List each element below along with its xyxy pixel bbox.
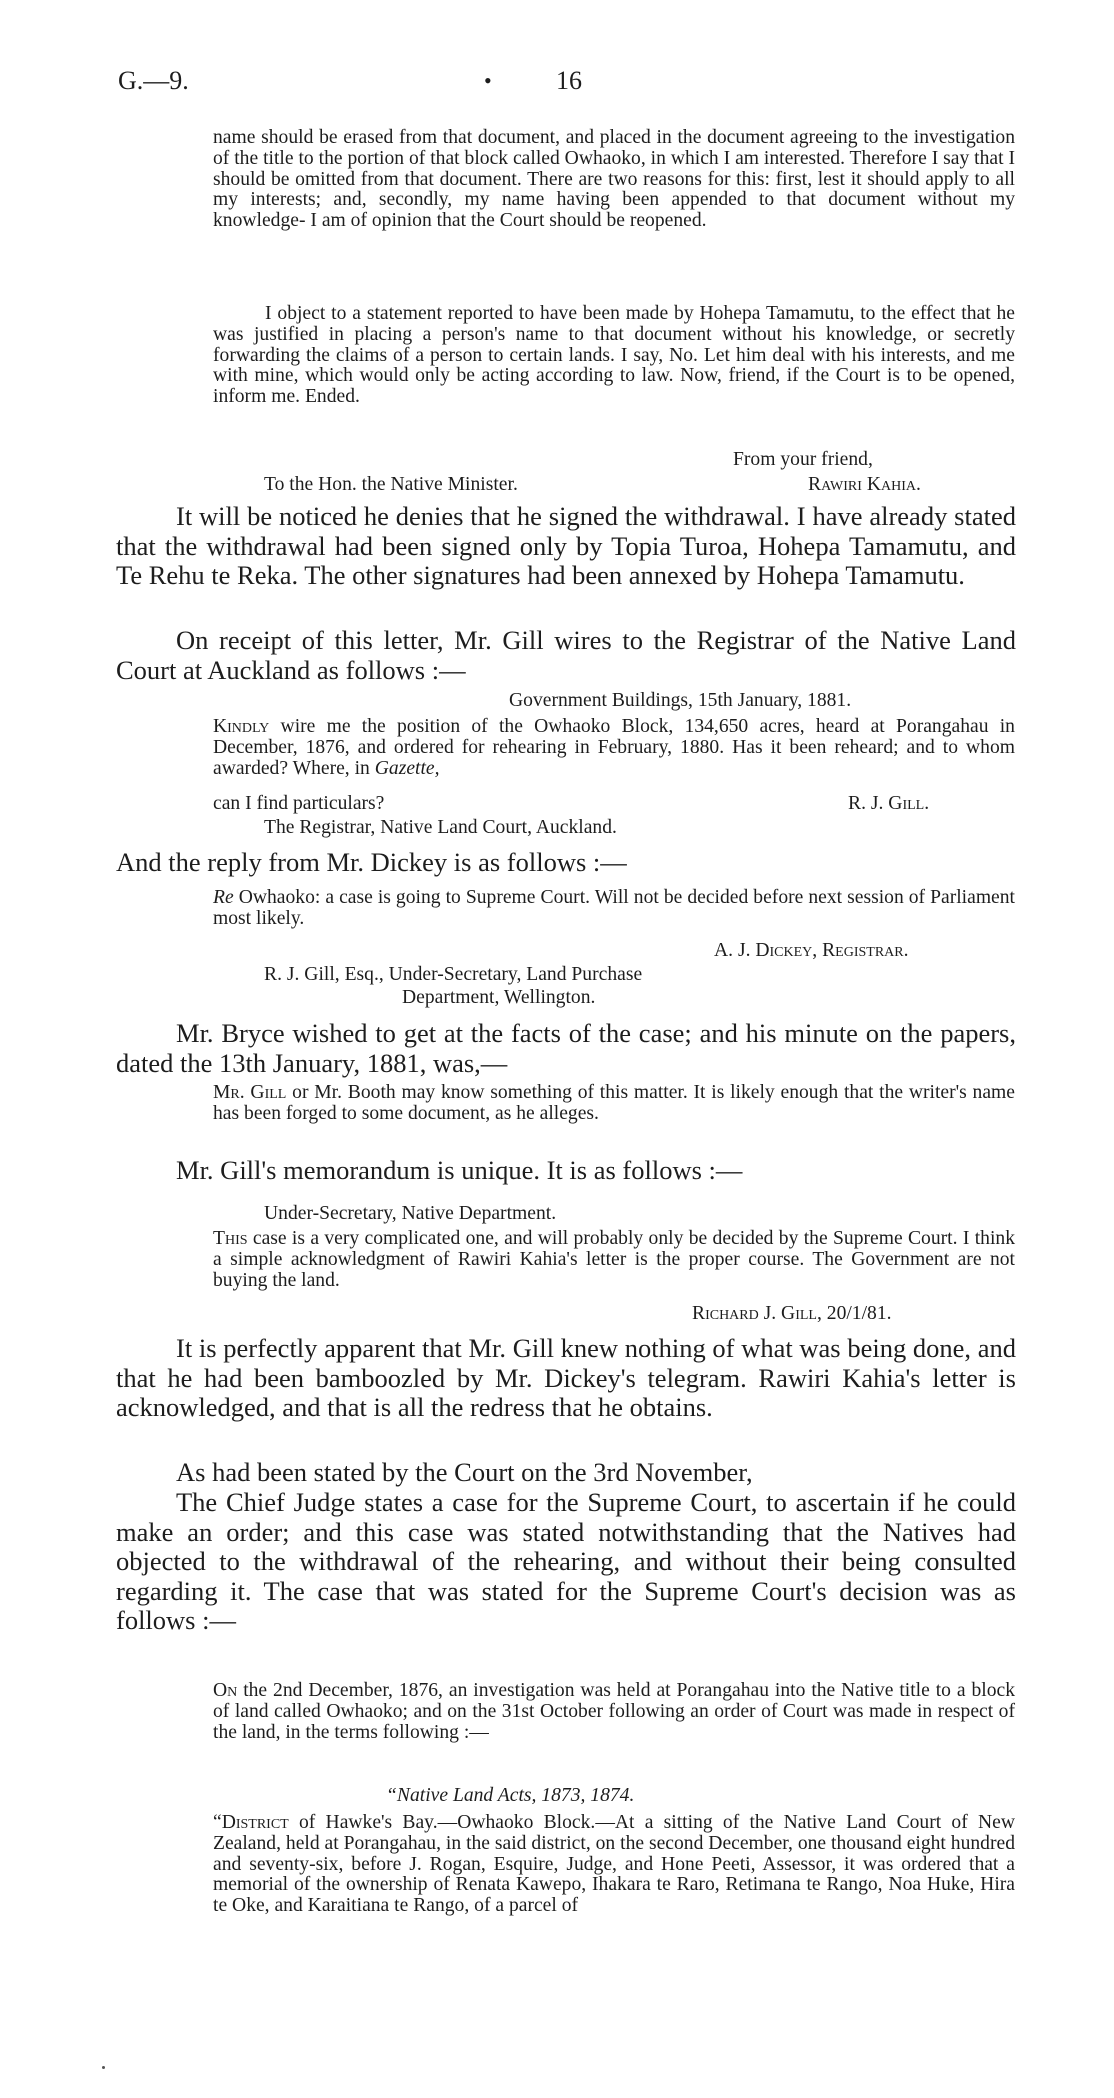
minute-lead: Mr. Gill (213, 1082, 287, 1103)
letter-paragraph-2: I object to a statement reported to have been made by Hohepa Tamamutu, to the effect that he was justified in placing a person's name to that document without his knowledge, or secretly forwarding the claims of a person to certain lands. I say, No. Let him deal with his interests, and me with mine, which would only be acting according to law. Now, friend, if the Court is to be opened, inform me. Ended. (213, 303, 1015, 408)
memorandum-text (213, 1229, 1015, 1291)
telegram-addressee: The Registrar, Native Land Court, Auckland. (264, 817, 617, 838)
body-paragraph-memorandum-intro: Mr. Gill's memorandum is unique. It is as follows :— (176, 1155, 743, 1185)
acts-heading: “Native Land Acts, 1873, 1874. (386, 1785, 635, 1806)
document-reference: G.—9. (118, 66, 189, 95)
letter-paragraph-1: name should be erased from that document, and placed in the document agreeing to the investigation of the title to the portion of that block called Owhaoko, in which I am interested. Therefore I say that I should be omitted from that document. There are two reasons for this: first, lest it should apply to all my interests; and, secondly, my name having been appended to that document without my knowledge- I am of opinion that the Court should be reopened. (213, 127, 1015, 232)
telegram-gazette: Gazette, (374, 757, 440, 779)
header-mark: • (484, 68, 492, 93)
telegram-body: wire me the position of the Owhaoko Block, 134,650 acres, heard at Porangahau in December, 1876, and ordered for rehearing in February, 1880. Has it been reheard; and to whom awarded? Where, in (213, 716, 1015, 779)
reply-signature: A. J. Dickey, Registrar. (714, 940, 909, 961)
body-paragraph-bryce: Mr. Bryce wished to get at the facts of the case; and his minute on the papers, dated the 13th January, 1881, was,— (116, 1018, 1016, 1078)
case-body: the 2nd December, 1876, an investigation was held at Porangahau into the Native title to a block of land called Owhaoko; and on the 31st October following an order of Court was made in respect of the land, in the terms following :— (213, 1680, 1015, 1743)
reply-text (213, 888, 1015, 930)
body-paragraph-withdrawal: It will be noticed he denies that he signed the withdrawal. I have already stated that the withdrawal had been signed only by Topia Turoa, Hohepa Tamamutu, and Te Rehu te Reka. The other signatures had been annexed by Hohepa Tamamutu. (116, 501, 1016, 590)
memorandum-signature: Richard J. Gill, 20/1/81. (692, 1303, 892, 1324)
minute-body: or Mr. Booth may know something of this matter. It is likely enough that the writer's name has been forged to some document, as he alleges. (213, 1082, 1015, 1124)
order-text (213, 1813, 1015, 1917)
reply-body: Owhaoko: a case is going to Supreme Court. Will not be decided before next session of Parliament most likely. (213, 887, 1015, 929)
reply-re: Re (213, 887, 234, 908)
page-header (0, 66, 1114, 102)
telegram-place-date: Government Buildings, 15th January, 1881. (509, 690, 852, 711)
page-number: 16 (556, 66, 582, 95)
letter-closing: From your friend, (733, 449, 873, 470)
case-text (213, 1681, 1015, 1743)
body-paragraph-court-stated: As had been stated by the Court on the 3rd November, (176, 1457, 753, 1487)
body-paragraph-chief-judge: The Chief Judge states a case for the Supreme Court, to ascertain if he could make an order; and this case was stated notwithstanding that the Natives had objected to the withdrawal of the rehearing, and without their being consulted regarding it. The case that was stated for the Supreme Court's decision was as follows :— (116, 1487, 1016, 1635)
memorandum-body: case is a very complicated one, and will probably only be decided by the Supreme Court. I think a simple acknowledgment of Rawiri Kahia's letter is the proper course. The Government are not buying the land. (213, 1228, 1015, 1291)
memorandum-addressee: Under-Secretary, Native Department. (264, 1203, 557, 1224)
telegram-last-line: can I find particulars? (213, 793, 385, 814)
stray-mark (102, 2066, 105, 2069)
telegram-lead-word: Kindly (213, 716, 270, 737)
body-paragraph-apparent: It is perfectly apparent that Mr. Gill knew nothing of what was being done, and that he had been bamboozled by Mr. Dickey's telegram. Rawiri Kahia's letter is acknowledged, and that is all the redress that he obtains. (116, 1333, 1016, 1422)
order-lead: “District (213, 1812, 289, 1833)
memorandum-lead: This (213, 1228, 248, 1249)
letter-addressee: To the Hon. the Native Minister. (264, 474, 518, 495)
reply-addressee-1: R. J. Gill, Esq., Under-Secretary, Land Purchase (264, 964, 643, 985)
order-body: of Hawke's Bay.—Owhaoko Block.—At a sitting of the Native Land Court of New Zealand, held at Porangahau, in the said district, on the second December, one thousand eight hundred and seventy-six, before J. Rogan, Esquire, Judge, and Hone Peeti, Assessor, it was ordered that a memorial of the ownership of Renata Kawepo, Ihakara te Raro, Retimana te Rango, Noa Huke, Hira te Oke, and Karaitiana te Rango, of a parcel of (213, 1812, 1015, 1917)
letter-signature: Rawiri Kahia. (808, 474, 921, 495)
reply-addressee-2: Department, Wellington. (402, 987, 596, 1008)
case-lead: On (213, 1680, 238, 1701)
telegram-signature: R. J. Gill. (848, 793, 930, 814)
body-paragraph-telegram-intro: On receipt of this letter, Mr. Gill wires to the Registrar of the Native Land Court at Auckland as follows :— (116, 625, 1016, 685)
bryce-minute (213, 1083, 1015, 1125)
body-paragraph-reply-intro: And the reply from Mr. Dickey is as follows :— (116, 847, 627, 877)
telegram-text (213, 717, 1015, 779)
